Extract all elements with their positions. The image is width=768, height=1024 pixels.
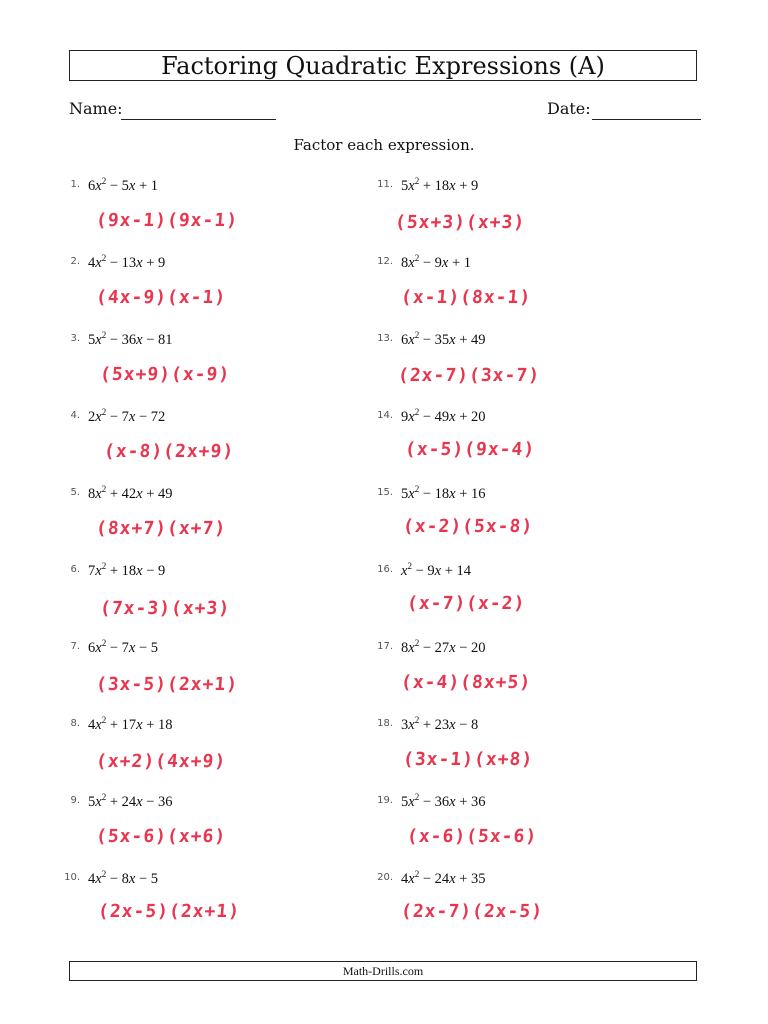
instructions: Factor each expression.	[293, 136, 475, 154]
handwritten-answer: (x-2)(5x-8)	[402, 516, 534, 537]
handwritten-answer: (7x-3)(x+3)	[99, 598, 231, 619]
problem-number: 2.	[70, 256, 80, 267]
problem-expression: $5x^2 - 36x - 81$	[88, 330, 173, 348]
problem-number: 12.	[377, 256, 393, 267]
problem-expression: $8x^2 - 9x + 1$	[401, 253, 471, 271]
handwritten-answer: (x+2)(4x+9)	[95, 751, 227, 772]
problem-number: 13.	[377, 333, 393, 344]
problem-number: 11.	[377, 179, 393, 190]
handwritten-answer: (x-4)(8x+5)	[400, 672, 532, 693]
problem-expression: $5x^2 + 24x - 36$	[88, 792, 173, 810]
problem-number: 14.	[377, 410, 393, 421]
problem-expression: $9x^2 - 49x + 20$	[401, 407, 486, 425]
name-line	[121, 119, 276, 120]
problem-expression: $6x^2 - 7x - 5$	[88, 638, 158, 656]
problem-expression: $8x^2 - 27x - 20$	[401, 638, 486, 656]
problem-expression: $x^2 - 9x + 14$	[401, 561, 471, 579]
problem-number: 9.	[70, 795, 80, 806]
handwritten-answer: (4x-9)(x-1)	[95, 287, 227, 308]
worksheet-title: Factoring Quadratic Expressions (A)	[69, 50, 697, 81]
problem-expression: $5x^2 - 36x + 36$	[401, 792, 486, 810]
handwritten-answer: (9x-1)(9x-1)	[95, 210, 239, 231]
handwritten-answer: (x-5)(9x-4)	[404, 439, 536, 460]
problem-expression: $5x^2 + 18x + 9$	[401, 176, 479, 194]
handwritten-answer: (x-7)(x-2)	[406, 593, 527, 614]
problem-number: 17.	[377, 641, 393, 652]
problem-number: 16.	[377, 564, 393, 575]
problem-number: 8.	[70, 718, 80, 729]
problem-expression: $7x^2 + 18x - 9$	[88, 561, 166, 579]
problem-expression: $2x^2 - 7x - 72$	[88, 407, 166, 425]
problem-expression: $6x^2 - 35x + 49$	[401, 330, 486, 348]
handwritten-answer: (5x-6)(x+6)	[95, 826, 227, 847]
footer-credit: Math-Drills.com	[69, 961, 697, 981]
handwritten-answer: (2x-5)(2x+1)	[97, 901, 241, 922]
problem-expression: $4x^2 - 8x - 5$	[88, 869, 158, 887]
problem-number: 1.	[70, 179, 80, 190]
date-line	[592, 119, 701, 120]
handwritten-answer: (8x+7)(x+7)	[95, 518, 227, 539]
problem-expression: $4x^2 + 17x + 18$	[88, 715, 173, 733]
name-label: Name:	[69, 99, 123, 118]
handwritten-answer: (x-1)(8x-1)	[400, 287, 532, 308]
problem-number: 7.	[70, 641, 80, 652]
problem-expression: $5x^2 - 18x + 16$	[401, 484, 486, 502]
handwritten-answer: (3x-1)(x+8)	[402, 749, 534, 770]
problem-number: 10.	[64, 872, 80, 883]
problem-expression: $8x^2 + 42x + 49$	[88, 484, 173, 502]
problem-number: 6.	[70, 564, 80, 575]
problem-number: 5.	[70, 487, 80, 498]
problem-expression: $6x^2 - 5x + 1$	[88, 176, 158, 194]
problem-expression: $4x^2 - 24x + 35$	[401, 869, 486, 887]
date-label: Date:	[547, 99, 591, 118]
handwritten-answer: (2x-7)(2x-5)	[400, 901, 544, 922]
handwritten-answer: (2x-7)(3x-7)	[397, 365, 541, 386]
handwritten-answer: (x-8)(2x+9)	[103, 441, 235, 462]
problem-number: 15.	[377, 487, 393, 498]
handwritten-answer: (x-6)(5x-6)	[406, 826, 538, 847]
handwritten-answer: (3x-5)(2x+1)	[95, 674, 239, 695]
problem-number: 4.	[70, 410, 80, 421]
problem-number: 20.	[377, 872, 393, 883]
problem-expression: $4x^2 - 13x + 9$	[88, 253, 166, 271]
handwritten-answer: (5x+9)(x-9)	[99, 364, 231, 385]
problem-number: 18.	[377, 718, 393, 729]
problem-expression: $3x^2 + 23x - 8$	[401, 715, 479, 733]
problem-number: 3.	[70, 333, 80, 344]
problem-number: 19.	[377, 795, 393, 806]
handwritten-answer: (5x+3)(x+3)	[394, 212, 526, 233]
